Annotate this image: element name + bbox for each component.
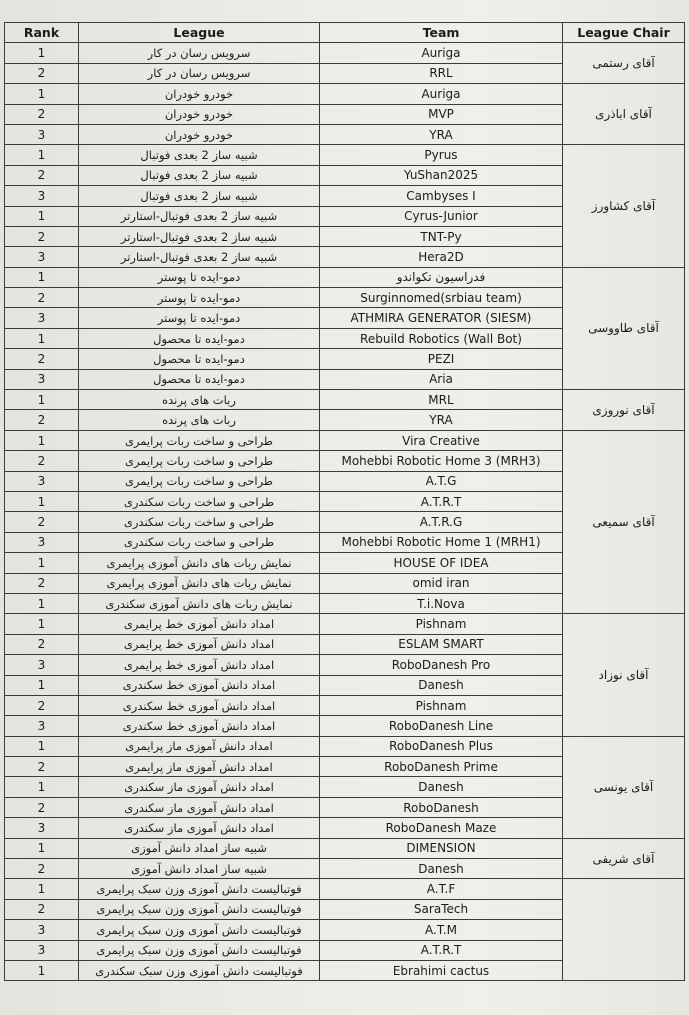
rank-cell: 1	[5, 84, 79, 104]
team-cell: Mohebbi Robotic Home 1 (MRH1)	[320, 532, 563, 552]
rank-cell: 3	[5, 369, 79, 389]
table-row	[5, 838, 685, 858]
league-cell: خودرو خودران	[79, 124, 320, 144]
league-cell: طراحی و ساخت ربات پرایمری	[79, 430, 320, 450]
team-cell: A.T.R.T	[320, 940, 563, 960]
header-team: Team	[320, 23, 563, 43]
league-cell: امداد دانش آموزی ماز سکندری	[79, 818, 320, 838]
league-cell: امداد دانش آموزی خط سکندری	[79, 716, 320, 736]
league-cell: طراحی و ساخت ربات سکندری	[79, 491, 320, 511]
team-cell: ATHMIRA GENERATOR (SIESM)	[320, 308, 563, 328]
league-cell: دمو-ایده تا محصول	[79, 349, 320, 369]
team-cell: T.i.Nova	[320, 593, 563, 613]
rank-cell: 1	[5, 267, 79, 287]
league-chair-cell: آقای کشاورز	[563, 145, 685, 267]
rank-cell: 2	[5, 226, 79, 246]
rank-cell: 1	[5, 206, 79, 226]
team-cell: Ebrahimi cactus	[320, 960, 563, 980]
rank-cell: 2	[5, 797, 79, 817]
rank-cell: 3	[5, 940, 79, 960]
table-row	[5, 736, 685, 756]
league-chair-cell: آقای اباذری	[563, 84, 685, 145]
league-cell: طراحی و ساخت ربات پرایمری	[79, 451, 320, 471]
team-cell: A.T.R.T	[320, 491, 563, 511]
league-chair-cell: آقای نوروزی	[563, 390, 685, 431]
league-cell: فوتبالیست دانش آموزی وزن سبک پرایمری	[79, 920, 320, 940]
header-league: League	[79, 23, 320, 43]
team-cell: YuShan2025	[320, 165, 563, 185]
rank-cell: 3	[5, 532, 79, 552]
rank-cell: 2	[5, 899, 79, 919]
team-cell: Surginnomed(srbiau team)	[320, 288, 563, 308]
rank-cell: 3	[5, 124, 79, 144]
team-cell: RoboDanesh Prime	[320, 757, 563, 777]
header-row	[5, 23, 685, 43]
team-cell: Auriga	[320, 43, 563, 63]
league-cell: فوتبالیست دانش آموزی وزن سبک سکندری	[79, 960, 320, 980]
league-cell: طراحی و ساخت ربات پرایمری	[79, 471, 320, 491]
team-cell: Aria	[320, 369, 563, 389]
league-chair-cell: آقای سمیعی	[563, 430, 685, 614]
rank-cell: 1	[5, 614, 79, 634]
league-cell: شبیه ساز 2 بعدی فوتبال-استارتر	[79, 206, 320, 226]
team-cell: RoboDanesh Maze	[320, 818, 563, 838]
league-cell: شبیه ساز 2 بعدی فوتبال	[79, 145, 320, 165]
team-cell: Cambyses I	[320, 186, 563, 206]
league-cell: امداد دانش آموزی ماز پرایمری	[79, 757, 320, 777]
rank-cell: 2	[5, 757, 79, 777]
rank-cell: 1	[5, 736, 79, 756]
rank-cell: 3	[5, 655, 79, 675]
rank-cell: 1	[5, 553, 79, 573]
rank-cell: 1	[5, 390, 79, 410]
rank-cell: 3	[5, 920, 79, 940]
rank-cell: 2	[5, 634, 79, 654]
league-cell: شبیه ساز امداد دانش آموزی	[79, 838, 320, 858]
team-cell: SaraTech	[320, 899, 563, 919]
league-cell: سرویس رسان در کار	[79, 43, 320, 63]
league-cell: امداد دانش آموزی ماز سکندری	[79, 797, 320, 817]
team-cell: MRL	[320, 390, 563, 410]
team-cell: A.T.F	[320, 879, 563, 899]
rank-cell: 3	[5, 471, 79, 491]
league-cell: ربات های پرنده	[79, 410, 320, 430]
rank-cell: 2	[5, 512, 79, 532]
league-cell: امداد دانش آموزی خط سکندری	[79, 675, 320, 695]
team-cell: فدراسیون تکواندو	[320, 267, 563, 287]
team-cell: MVP	[320, 104, 563, 124]
rank-cell: 1	[5, 960, 79, 980]
league-cell: فوتبالیست دانش آموزی وزن سبک پرایمری	[79, 899, 320, 919]
rank-cell: 2	[5, 349, 79, 369]
league-chair-cell	[563, 879, 685, 981]
league-cell: فوتبالیست دانش آموزی وزن سبک پرایمری	[79, 879, 320, 899]
team-cell: omid iran	[320, 573, 563, 593]
league-cell: دمو-ایده تا پوستر	[79, 308, 320, 328]
league-cell: طراحی و ساخت ربات سکندری	[79, 512, 320, 532]
rank-cell: 2	[5, 63, 79, 83]
team-cell: Cyrus-Junior	[320, 206, 563, 226]
rank-cell: 1	[5, 838, 79, 858]
league-cell: دمو-ایده تا پوستر	[79, 288, 320, 308]
team-cell: Mohebbi Robotic Home 3 (MRH3)	[320, 451, 563, 471]
rank-cell: 1	[5, 43, 79, 63]
league-chair-cell: آقای رستمی	[563, 43, 685, 84]
league-cell: دمو-ایده تا محصول	[79, 369, 320, 389]
table-row	[5, 614, 685, 634]
rank-cell: 3	[5, 186, 79, 206]
league-cell: ربات های پرنده	[79, 390, 320, 410]
rank-cell: 2	[5, 451, 79, 471]
league-cell: امداد دانش آموزی خط پرایمری	[79, 614, 320, 634]
rank-cell: 2	[5, 104, 79, 124]
team-cell: DIMENSION	[320, 838, 563, 858]
rank-cell: 3	[5, 247, 79, 267]
rank-cell: 1	[5, 675, 79, 695]
rank-cell: 1	[5, 491, 79, 511]
team-cell: A.T.G	[320, 471, 563, 491]
table-row	[5, 430, 685, 450]
team-cell: RoboDanesh Line	[320, 716, 563, 736]
team-cell: Hera2D	[320, 247, 563, 267]
team-cell: TNT-Py	[320, 226, 563, 246]
league-cell: سرویس رسان در کار	[79, 63, 320, 83]
rank-cell: 2	[5, 859, 79, 879]
table-row	[5, 43, 685, 63]
league-cell: شبیه ساز 2 بعدی فوتبال-استارتر	[79, 247, 320, 267]
team-cell: RRL	[320, 63, 563, 83]
league-chair-cell: آقای یونسی	[563, 736, 685, 838]
team-cell: A.T.M	[320, 920, 563, 940]
league-cell: دمو-ایده تا پوستر	[79, 267, 320, 287]
rank-cell: 3	[5, 818, 79, 838]
rank-cell: 2	[5, 165, 79, 185]
team-cell: YRA	[320, 124, 563, 144]
team-cell: RoboDanesh Pro	[320, 655, 563, 675]
league-cell: فوتبالیست دانش آموزی وزن سبک پرایمری	[79, 940, 320, 960]
team-cell: Danesh	[320, 859, 563, 879]
league-cell: نمایش ربات های دانش آموزی سکندری	[79, 593, 320, 613]
team-cell: PEZI	[320, 349, 563, 369]
results-table	[4, 22, 685, 981]
rank-cell: 1	[5, 879, 79, 899]
header-league-chair: League Chair	[563, 23, 685, 43]
table-body	[5, 43, 685, 981]
league-cell: نمایش ربات های دانش آموزی پرایمری	[79, 573, 320, 593]
league-cell: نمایش ربات های دانش آموزی پرایمری	[79, 553, 320, 573]
league-cell: شبیه ساز 2 بعدی فوتبال-استارتر	[79, 226, 320, 246]
league-cell: دمو-ایده تا محصول	[79, 328, 320, 348]
league-cell: امداد دانش آموزی خط پرایمری	[79, 634, 320, 654]
team-cell: Auriga	[320, 84, 563, 104]
league-cell: شبیه ساز 2 بعدی فوتبال	[79, 186, 320, 206]
rank-cell: 2	[5, 410, 79, 430]
league-cell: امداد دانش آموزی ماز سکندری	[79, 777, 320, 797]
league-cell: شبیه ساز امداد دانش آموزی	[79, 859, 320, 879]
rank-cell: 3	[5, 716, 79, 736]
team-cell: Rebuild Robotics (Wall Bot)	[320, 328, 563, 348]
rank-cell: 1	[5, 145, 79, 165]
rank-cell: 1	[5, 777, 79, 797]
team-cell: Danesh	[320, 675, 563, 695]
rank-cell: 2	[5, 695, 79, 715]
team-cell: Pyrus	[320, 145, 563, 165]
table-row	[5, 879, 685, 899]
table-row	[5, 145, 685, 165]
league-chair-cell: آقای شریفی	[563, 838, 685, 879]
team-cell: Danesh	[320, 777, 563, 797]
table-row	[5, 390, 685, 410]
league-cell: امداد دانش آموزی ماز پرایمری	[79, 736, 320, 756]
league-cell: خودرو خودران	[79, 84, 320, 104]
rank-cell: 1	[5, 328, 79, 348]
league-cell: طراحی و ساخت ربات سکندری	[79, 532, 320, 552]
rank-cell: 1	[5, 430, 79, 450]
team-cell: Vira Creative	[320, 430, 563, 450]
team-cell: A.T.R.G	[320, 512, 563, 532]
league-cell: شبیه ساز 2 بعدی فوتبال	[79, 165, 320, 185]
team-cell: RoboDanesh	[320, 797, 563, 817]
league-cell: خودرو خودران	[79, 104, 320, 124]
team-cell: YRA	[320, 410, 563, 430]
rank-cell: 2	[5, 288, 79, 308]
rank-cell: 1	[5, 593, 79, 613]
team-cell: Pishnam	[320, 695, 563, 715]
league-cell: امداد دانش آموزی خط سکندری	[79, 695, 320, 715]
rank-cell: 3	[5, 308, 79, 328]
league-chair-cell: آقای نوزاد	[563, 614, 685, 736]
team-cell: RoboDanesh Plus	[320, 736, 563, 756]
rank-cell: 2	[5, 573, 79, 593]
header-rank: Rank	[5, 23, 79, 43]
table-row	[5, 84, 685, 104]
league-cell: امداد دانش آموزی خط پرایمری	[79, 655, 320, 675]
table-row	[5, 267, 685, 287]
team-cell: ESLAM SMART	[320, 634, 563, 654]
league-chair-cell: آقای طاووسی	[563, 267, 685, 389]
team-cell: HOUSE OF IDEA	[320, 553, 563, 573]
team-cell: Pishnam	[320, 614, 563, 634]
